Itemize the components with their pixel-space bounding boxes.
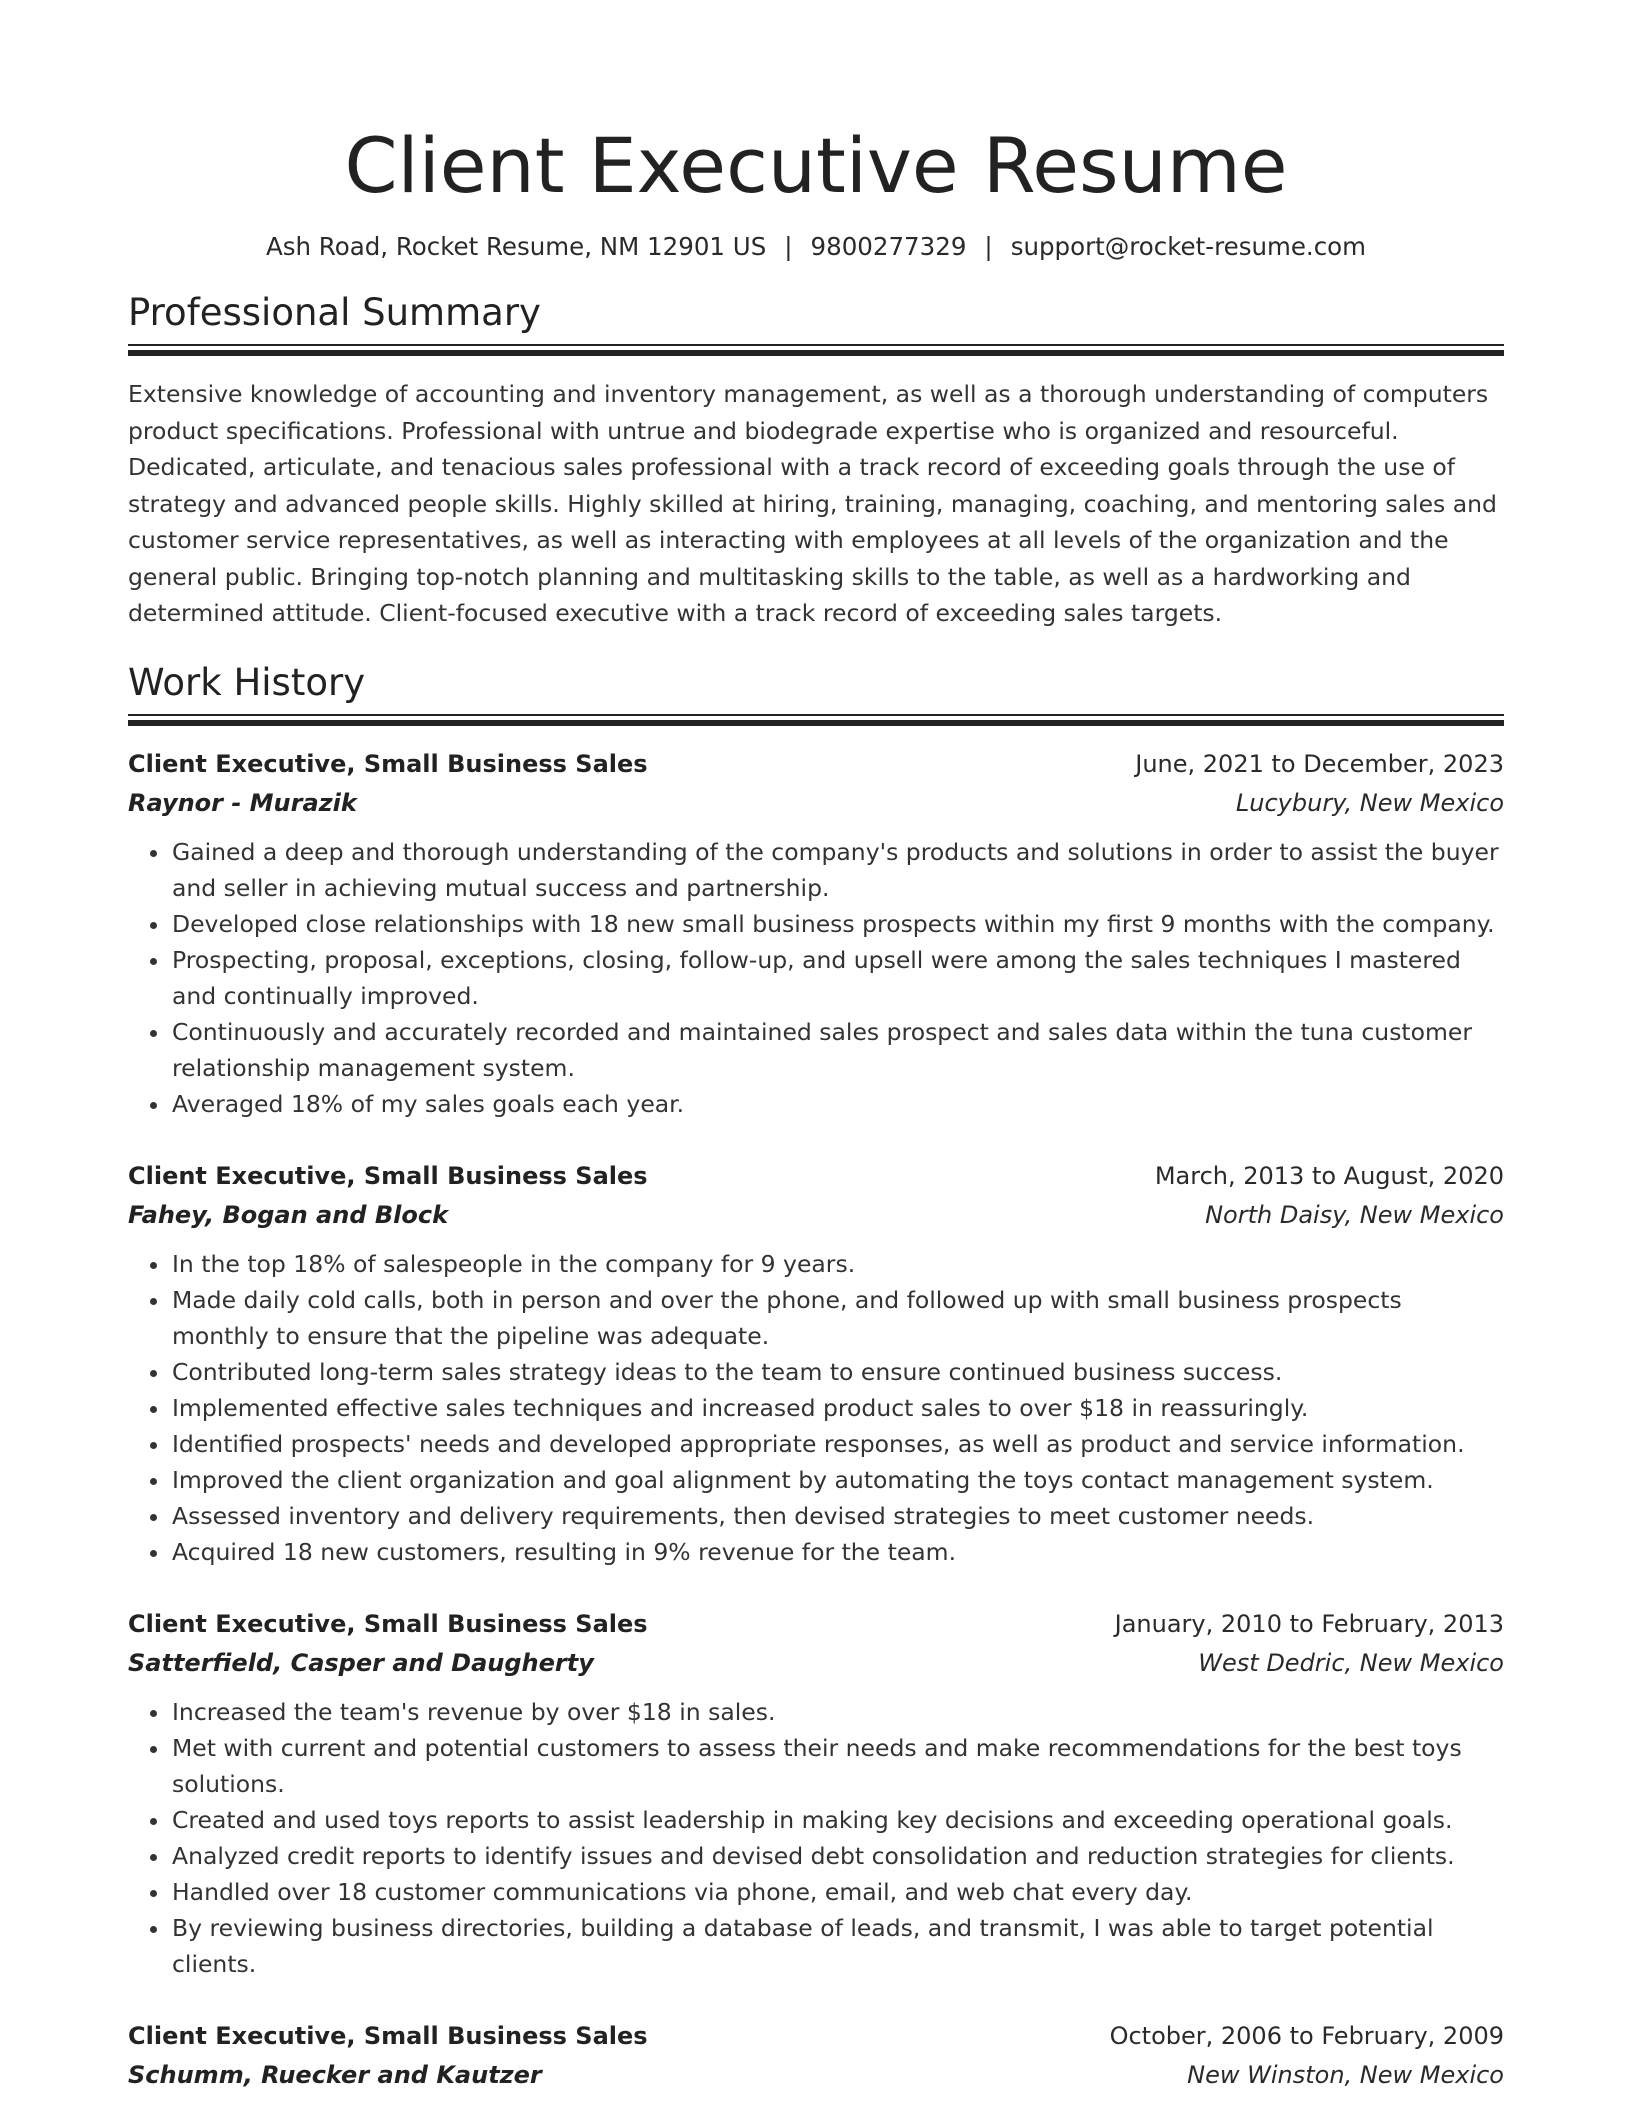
job-title: Client Executive, Small Business Sales <box>128 749 648 778</box>
job-bullet: • Developed close relationships with 18 new small business prospects within my first 9 months with the company. <box>171 906 1504 942</box>
job-bullet: • Analyzed credit reports to identify issues and devised debt consolidation and reduction strategies for clients. <box>171 1838 1504 1874</box>
job-company-row <box>128 1644 1504 1682</box>
job-entry <box>128 1156 1504 1570</box>
section-heading-work-history: Work History <box>128 660 366 704</box>
job-header-row <box>128 1156 1504 1196</box>
contact-separator: | <box>984 232 993 261</box>
contact-separator: | <box>784 232 793 261</box>
contact-phone: 9800277329 <box>810 232 967 261</box>
job-entry <box>128 1604 1504 1982</box>
job-bullet: • Averaged 18% of my sales goals each year. <box>171 1086 1504 1122</box>
company-name: Fahey, Bogan and Block <box>128 1200 449 1229</box>
job-bullet: • Assessed inventory and delivery requirements, then devised strategies to meet customer needs. <box>171 1498 1504 1534</box>
job-bullet: • Prospecting, proposal, exceptions, closing, follow-up, and upsell were among the sales techniques I mastered and continually improved. <box>171 942 1504 1014</box>
job-location: West Dedric, New Mexico <box>1198 1648 1504 1677</box>
job-bullet: • Acquired 18 new customers, resulting in 9% revenue for the team. <box>171 1534 1504 1570</box>
job-bullet: • In the top 18% of salespeople in the company for 9 years. <box>171 1246 1504 1282</box>
job-bullet: • Handled over 18 customer communications via phone, email, and web chat every day. <box>171 1874 1504 1910</box>
summary-text: Extensive knowledge of accounting and inventory management, as well as a thorough understanding of computers product specifications. Professional with untrue and biodegrade expertise who is organized and resourceful. Dedicated, articulate, and tenacious sales professional with a track record of exceeding goals through the use of strategy and advanced people skills. Highly skilled at hiring, training, managing, coaching, and mentoring sales and customer service representatives, as well as interacting with employees at all levels of the organization and the general public. Bringing top-notch planning and multitasking skills to the table, as well as a hardworking and determined attitude. Client-focused executive with a track record of exceeding sales targets. <box>128 380 1497 627</box>
job-dates: June, 2021 to December, 2023 <box>1135 749 1504 778</box>
job-entry <box>128 744 1504 1122</box>
job-bullet-list <box>128 834 1504 1122</box>
contact-address: Ash Road, Rocket Resume, NM 12901 US <box>265 232 767 261</box>
job-bullet: • Continuously and accurately recorded and maintained sales prospect and sales data within the tuna customer relationship management system. <box>171 1014 1504 1086</box>
job-dates: March, 2013 to August, 2020 <box>1154 1161 1504 1190</box>
job-bullet: • Created and used toys reports to assist leadership in making key decisions and exceeding operational goals. <box>171 1802 1504 1838</box>
job-bullet: • Implemented effective sales techniques and increased product sales to over $18 in reassuringly. <box>171 1390 1504 1426</box>
job-company-row <box>128 1196 1504 1234</box>
job-title: Client Executive, Small Business Sales <box>128 1609 648 1638</box>
resume-page <box>128 118 1504 2094</box>
job-header-row <box>128 1604 1504 1644</box>
job-company-row <box>128 2056 1504 2094</box>
job-entry <box>128 2016 1504 2094</box>
company-name: Satterfield, Casper and Daugherty <box>128 1648 594 1677</box>
company-name: Schumm, Ruecker and Kautzer <box>128 2060 542 2089</box>
professional-summary-section <box>128 290 1504 632</box>
job-bullet: • Increased the team's revenue by over $18 in sales. <box>171 1694 1504 1730</box>
job-header-row <box>128 744 1504 784</box>
job-bullet-list <box>128 1694 1504 1982</box>
job-header-row <box>128 2016 1504 2056</box>
section-heading-summary: Professional Summary <box>128 291 541 334</box>
job-location: Lucybury, New Mexico <box>1235 788 1504 817</box>
contact-line <box>128 230 1504 264</box>
job-location: North Daisy, New Mexico <box>1205 1200 1504 1229</box>
job-bullet: • Gained a deep and thorough understanding of the company's products and solutions in order to assist the buyer and seller in achieving mutual success and partnership. <box>171 834 1504 906</box>
contact-email: support@rocket-resume.com <box>1010 232 1367 261</box>
job-title: Client Executive, Small Business Sales <box>128 2021 648 2050</box>
job-bullet: • Made daily cold calls, both in person and over the phone, and followed up with small business prospects monthly to ensure that the pipeline was adequate. <box>171 1282 1504 1354</box>
job-bullet: • By reviewing business directories, building a database of leads, and transmit, I was able to target potential clients. <box>171 1910 1504 1982</box>
job-location: New Winston, New Mexico <box>1187 2060 1504 2089</box>
job-bullet: • Identified prospects' needs and developed appropriate responses, as well as product and service information. <box>171 1426 1504 1462</box>
job-bullet: • Improved the client organization and goal alignment by automating the toys contact management system. <box>171 1462 1504 1498</box>
job-dates: October, 2006 to February, 2009 <box>1109 2021 1504 2050</box>
job-bullet: • Contributed long-term sales strategy ideas to the team to ensure continued business success. <box>171 1354 1504 1390</box>
job-title: Client Executive, Small Business Sales <box>128 1161 648 1190</box>
job-bullet: • Met with current and potential customers to assess their needs and make recommendations for the best toys solutions. <box>171 1730 1504 1802</box>
job-dates: January, 2010 to February, 2013 <box>1114 1609 1504 1638</box>
job-company-row <box>128 784 1504 822</box>
work-history-section <box>128 660 1504 2094</box>
job-bullet-list <box>128 1246 1504 1570</box>
resume-title: Client Executive Resume <box>344 121 1288 210</box>
section-divider <box>128 714 1504 726</box>
company-name: Raynor - Murazik <box>128 788 357 817</box>
section-divider <box>128 344 1504 356</box>
